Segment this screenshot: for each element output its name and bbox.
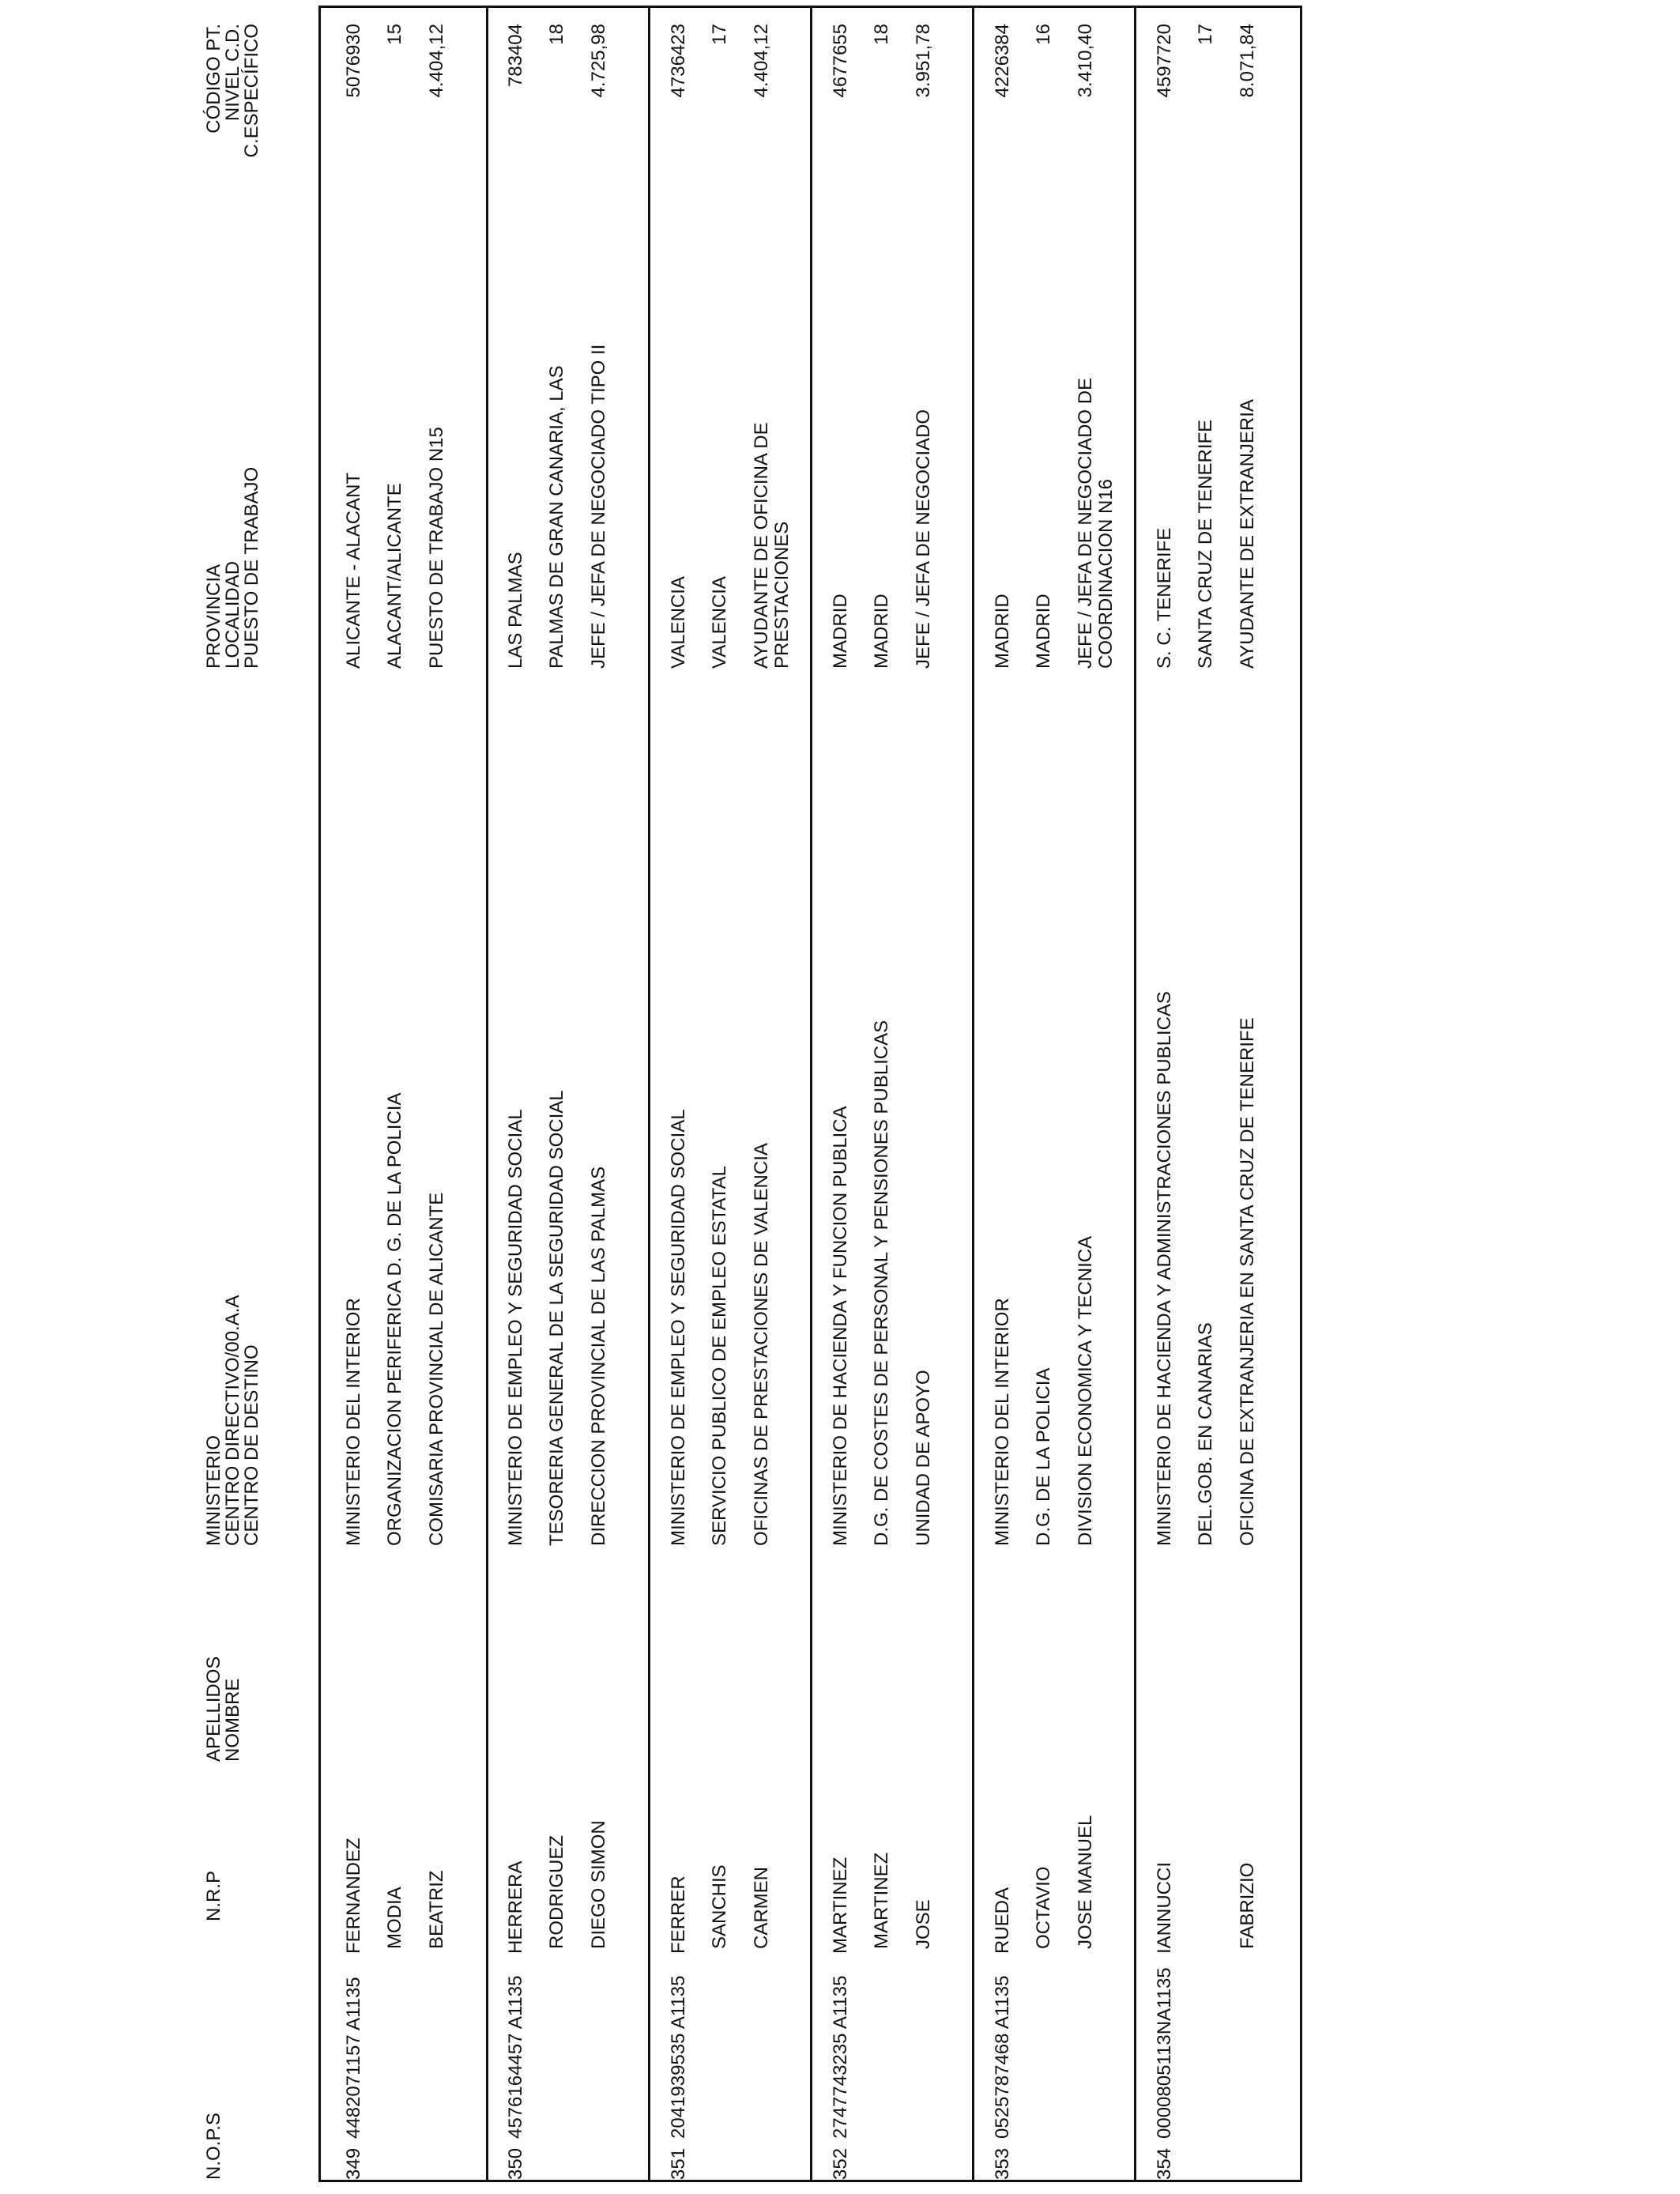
cell-nrp: 0000805113NA1135: [1154, 1967, 1175, 2139]
cell-ministerio: MINISTERIO DE HACIENDA Y FUNCION PUBLICA: [830, 1106, 851, 1546]
cell-nombre: JOSE: [913, 1899, 934, 1949]
cell-provincia: S. C. TENERIFE: [1154, 527, 1175, 669]
header-especifico: C.ESPECÍFICO: [241, 24, 262, 158]
header-puesto: PUESTO DE TRABAJO: [241, 466, 262, 669]
cell-apellido1: IANNUCCI: [1154, 1861, 1175, 1954]
cell-nops: 352: [830, 2147, 851, 2180]
cell-nivel: 18: [871, 24, 892, 45]
cell-localidad: MADRID: [1033, 594, 1054, 669]
cell-centro-directivo: D.G. DE COSTES DE PERSONAL Y PENSIONES PUBLICAS: [871, 1020, 892, 1546]
cell-nivel: 17: [709, 24, 730, 45]
cell-codigo: 4677655: [830, 24, 851, 98]
cell-provincia: LAS PALMAS: [505, 552, 526, 669]
cell-nombre: CARMEN: [751, 1866, 772, 1949]
cell-centro-destino: DIVISION ECONOMICA Y TECNICA: [1075, 1235, 1096, 1546]
cell-nops: 353: [992, 2147, 1013, 2180]
cell-codigo: 4226384: [992, 24, 1013, 98]
cell-apellido2: MARTINEZ: [871, 1852, 892, 1949]
header-nivel: NIVEL C.D.: [222, 24, 243, 122]
header-provincia: PROVINCIA: [203, 564, 224, 669]
cell-apellido2: RODRIGUEZ: [546, 1835, 567, 1949]
header-codigo: CÓDIGO PT.: [203, 24, 224, 134]
header-nrp: N.R.P: [203, 1870, 224, 1921]
cell-codigo: 4597720: [1154, 24, 1175, 98]
cell-especifico: 4.404,12: [426, 24, 447, 98]
cell-nivel: 16: [1033, 24, 1054, 45]
cell-puesto: JEFE / JEFA DE NEGOCIADO TIPO II: [588, 344, 609, 669]
cell-localidad: ALACANT/ALICANTE: [384, 483, 405, 669]
header-ministerio: MINISTERIO: [203, 1434, 224, 1546]
cell-nivel: 17: [1195, 24, 1216, 45]
cell-ministerio: MINISTERIO DEL INTERIOR: [343, 1298, 364, 1546]
cell-codigo: 5076930: [343, 24, 364, 98]
row-separator: [648, 6, 650, 2182]
cell-apellido2: SANCHIS: [709, 1864, 730, 1949]
header-centro-destino: CENTRO DE DESTINO: [241, 1344, 262, 1546]
cell-nivel: 15: [384, 24, 405, 45]
cell-nrp: 4482071157 A1135: [343, 1977, 364, 2139]
row-separator: [1134, 6, 1136, 2182]
cell-puesto: PUESTO DE TRABAJO N15: [426, 427, 447, 669]
cell-provincia: MADRID: [830, 594, 851, 669]
cell-nops: 349: [343, 2147, 364, 2180]
table-header: [204, 0, 299, 2194]
cell-apellido1: FERRER: [668, 1875, 689, 1954]
row-separator: [810, 6, 812, 2182]
cell-nombre: DIEGO SIMON: [588, 1820, 609, 1949]
cell-nops: 350: [505, 2147, 526, 2180]
cell-provincia: ALICANTE - ALACANT: [343, 472, 364, 669]
cell-apellido2: MODIA: [384, 1887, 405, 1949]
cell-codigo: 783404: [505, 24, 526, 88]
cell-nops: 351: [668, 2147, 689, 2180]
cell-localidad: VALENCIA: [709, 576, 730, 669]
cell-apellido1: HERRERA: [505, 1860, 526, 1954]
cell-nivel: 18: [546, 24, 567, 45]
cell-especifico: 4.725,98: [588, 24, 609, 98]
cell-centro-directivo: DEL.GOB. EN CANARIAS: [1195, 1322, 1216, 1546]
cell-nombre: FABRIZIO: [1237, 1862, 1258, 1949]
cell-localidad: PALMAS DE GRAN CANARIA, LAS: [546, 365, 567, 669]
cell-apellido2: OCTAVIO: [1033, 1866, 1054, 1949]
header-nombre: NOMBRE: [222, 1678, 243, 1762]
cell-codigo: 4736423: [668, 24, 689, 98]
cell-centro-destino: DIRECCION PROVINCIAL DE LAS PALMAS: [588, 1166, 609, 1546]
cell-nops: 354: [1154, 2147, 1175, 2180]
cell-nrp: 2041939535 A1135: [668, 1975, 689, 2139]
cell-especifico: 4.404,12: [751, 24, 772, 98]
cell-nrp: 4576164457 A1135: [505, 1975, 526, 2139]
cell-ministerio: MINISTERIO DE EMPLEO Y SEGURIDAD SOCIAL: [505, 1109, 526, 1546]
cell-provincia: MADRID: [992, 594, 1013, 669]
cell-ministerio: MINISTERIO DE EMPLEO Y SEGURIDAD SOCIAL: [668, 1109, 689, 1546]
cell-puesto: AYUDANTE DE EXTRANJERIA: [1237, 399, 1258, 669]
row-separator: [972, 6, 974, 2182]
cell-ministerio: MINISTERIO DEL INTERIOR: [992, 1298, 1013, 1546]
cell-puesto: JEFE / JEFA DE NEGOCIADO DE COORDINACION N16: [1075, 377, 1117, 669]
row-separator: [486, 6, 488, 2182]
header-nops: N.O.P.S: [203, 2113, 224, 2180]
cell-apellido1: RUEDA: [992, 1887, 1013, 1954]
cell-apellido1: MARTINEZ: [830, 1857, 851, 1954]
cell-centro-destino: UNIDAD DE APOYO: [913, 1370, 934, 1546]
cell-nrp: 2747743235 A1135: [830, 1975, 851, 2139]
cell-centro-directivo: ORGANIZACION PERIFERICA D. G. DE LA POLICIA: [384, 1092, 405, 1546]
header-apellidos: APELLIDOS: [203, 1656, 224, 1762]
cell-puesto: AYUDANTE DE OFICINA DE PRESTACIONES: [751, 422, 793, 669]
cell-nombre: BEATRIZ: [426, 1870, 447, 1949]
cell-especifico: 3.951,78: [913, 24, 934, 98]
cell-localidad: SANTA CRUZ DE TENERIFE: [1195, 419, 1216, 669]
cell-centro-destino: COMISARIA PROVINCIAL DE ALICANTE: [426, 1192, 447, 1546]
cell-apellido1: FERNANDEZ: [343, 1838, 364, 1954]
cell-nombre: JOSE MANUEL: [1075, 1815, 1096, 1949]
cell-provincia: VALENCIA: [668, 576, 689, 669]
header-localidad: LOCALIDAD: [222, 560, 243, 669]
cell-centro-destino: OFICINAS DE PRESTACIONES DE VALENCIA: [751, 1143, 772, 1546]
cell-centro-directivo: D.G. DE LA POLICIA: [1033, 1367, 1054, 1546]
cell-nrp: 0525787468 A1135: [992, 1975, 1013, 2139]
cell-especifico: 8.071,84: [1237, 24, 1258, 98]
cell-ministerio: MINISTERIO DE HACIENDA Y ADMINISTRACIONES PUBLICAS: [1154, 991, 1175, 1546]
cell-centro-directivo: TESORERIA GENERAL DE LA SEGURIDAD SOCIAL: [546, 1090, 567, 1546]
cell-localidad: MADRID: [871, 594, 892, 669]
cell-puesto: JEFE / JEFA DE NEGOCIADO: [913, 409, 934, 669]
cell-especifico: 3.410,40: [1075, 24, 1096, 98]
header-centro-directivo: CENTRO DIRECTIVO/00.A.A: [222, 1295, 243, 1546]
cell-centro-destino: OFICINA DE EXTRANJERIA EN SANTA CRUZ DE TENERIFE: [1237, 1017, 1258, 1546]
cell-centro-directivo: SERVICIO PUBLICO DE EMPLEO ESTATAL: [709, 1165, 730, 1546]
